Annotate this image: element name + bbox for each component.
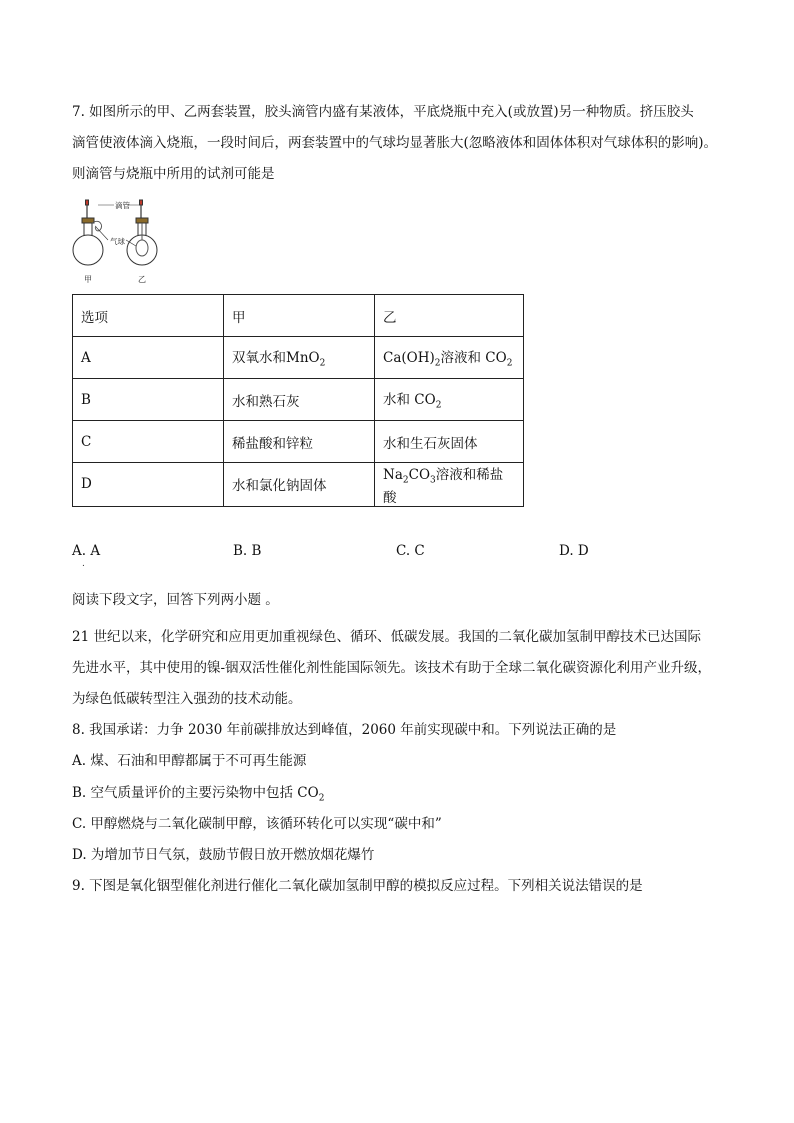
row-a-jia: 双氧水和MnO$_2$ [224, 337, 375, 379]
q8-option-a: A. 煤、石油和甲醇都属于不可再生能源 [72, 753, 307, 769]
row-b-option: B [73, 379, 224, 421]
table-header-row [73, 295, 524, 337]
header-option: 选项 [73, 295, 224, 337]
q8-option-c: C. 甲醇燃烧与二氧化碳制甲醇，该循环转化可以实现“碳中和” [72, 816, 442, 832]
apparatus-diagram [70, 196, 162, 286]
dropper-label: 滴管 [115, 201, 130, 210]
q8-option-b: B. 空气质量评价的主要污染物中包括 $CO_2$ [72, 785, 325, 804]
row-a-option: A [73, 337, 224, 379]
q8-stem: 8. 我国承诺：力争 2030 年前碳排放达到峰值，2060 年前实现碳中和。下列说法正确的是 [72, 722, 617, 738]
row-a-yi: $Ca(OH)_2$溶液和 $CO_2$ [375, 337, 524, 379]
choice-c[interactable]: C. C [396, 543, 425, 559]
passage-line-1: 21 世纪以来，化学研究和应用更加重视绿色、循环、低碳发展。我国的二氧化碳加氢制甲醇技术已达国际 [72, 629, 701, 645]
row-c-option: C [73, 421, 224, 463]
table-row [73, 337, 524, 379]
row-d-jia: 水和氯化钠固体 [224, 463, 375, 507]
flask-jia [73, 200, 103, 265]
header-yi: 乙 [375, 295, 524, 337]
row-c-jia: 稀盐酸和锌粒 [224, 421, 375, 463]
choice-a[interactable]: A. A [72, 543, 101, 559]
q7-line-3: 则滴管与烧瓶中所用的试剂可能是 [72, 166, 275, 182]
q9-stem: 9. 下图是氧化铟型催化剂进行催化二氧化碳加氢制甲醇的模拟反应过程。下列相关说法错误的是 [72, 878, 643, 894]
header-jia: 甲 [224, 295, 375, 337]
balloon-label: 气球 [110, 237, 125, 246]
flask-yi [127, 200, 157, 265]
row-d-yi: $Na_2CO_3$溶液和稀盐酸 [375, 463, 524, 507]
passage-line-3: 为绿色低碳转型注入强劲的技术动能。 [72, 691, 302, 707]
choice-d[interactable]: D. D [559, 543, 589, 559]
q8-option-d: D. 为增加节日气氛，鼓励节假日放开燃放烟花爆竹 [72, 847, 375, 863]
apparatus-figure [70, 196, 162, 286]
row-b-yi: 水和 $CO_2$ [375, 379, 524, 421]
table-row [73, 379, 524, 421]
row-b-jia: 水和熟石灰 [224, 379, 375, 421]
label-jia: 甲 [84, 275, 92, 284]
table-row [73, 421, 524, 463]
stray-dot-mark: . [82, 559, 85, 569]
label-yi: 乙 [138, 275, 146, 284]
row-d-option: D [73, 463, 224, 507]
table-row [73, 463, 524, 507]
reading-intro: 阅读下段文字，回答下列两小题 。 [72, 592, 279, 608]
q7-line-1: 7. 如图所示的甲、乙两套装置，胶头滴管内盛有某液体，平底烧瓶中充入(或放置)另一种物质。挤压胶头 [72, 104, 694, 120]
passage-line-2: 先进水平，其中使用的镍-铟双活性催化剂性能国际领先。该技术有助于全球二氧化碳资源化利用产业升级， [72, 660, 712, 676]
row-c-yi: 水和生石灰固体 [375, 421, 524, 463]
q7-line-2: 滴管使液体滴入烧瓶，一段时间后，两套装置中的气球均显著胀大(忽略液体和固体体积对气球体积的影响)。 [72, 135, 718, 151]
choice-b[interactable]: B. B [233, 543, 262, 559]
options-table [72, 294, 524, 507]
